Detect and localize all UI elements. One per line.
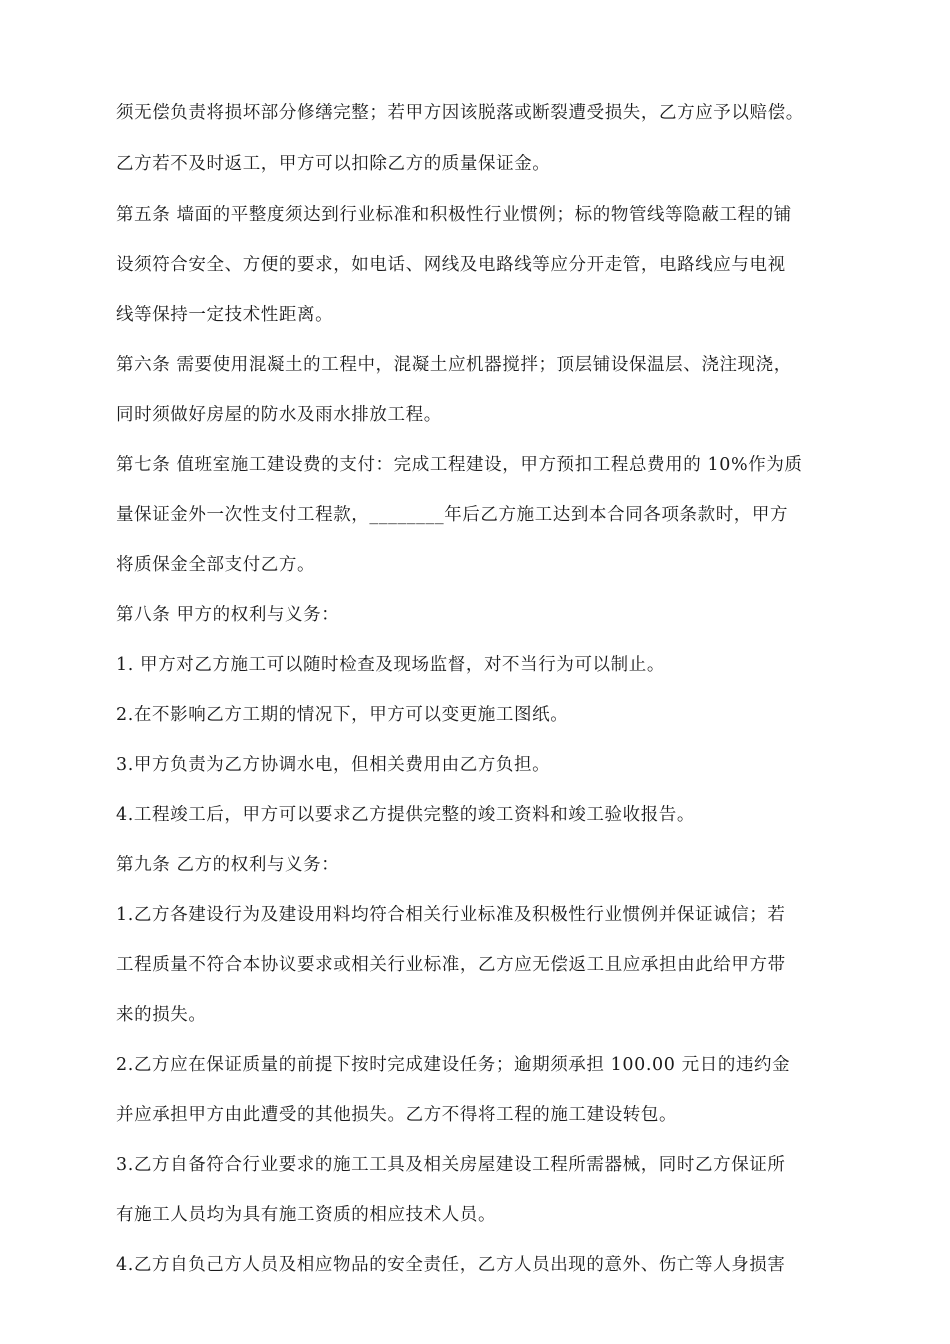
body-line: 乙方若不及时返工，甲方可以扣除乙方的质量保证金。: [116, 154, 551, 174]
body-line: 量保证金外一次性支付工程款，________年后乙方施工达到本合同各项条款时，甲方: [116, 505, 789, 525]
body-line: 来的损失。: [116, 1005, 207, 1025]
list-item: 4.工程竣工后，甲方可以要求乙方提供完整的竣工资料和竣工验收报告。: [116, 805, 695, 825]
article-9-heading: 第九条 乙方的权利与义务：: [116, 855, 340, 875]
body-line: 并应承担甲方由此遭受的其他损失。乙方不得将工程的施工建设转包。: [116, 1105, 678, 1125]
article-6-heading-line: 第六条 需要使用混凝土的工程中，混凝土应机器搅拌；顶层铺设保温层、浇注现浇，: [116, 355, 792, 375]
article-5-heading-line: 第五条 墙面的平整度须达到行业标准和积极性行业惯例；标的物管线等隐蔽工程的铺: [116, 205, 792, 225]
list-item: 3.甲方负责为乙方协调水电，但相关费用由乙方负担。: [116, 755, 551, 775]
list-item: 4.乙方自负己方人员及相应物品的安全责任，乙方人员出现的意外、伤亡等人身损害: [116, 1255, 786, 1275]
body-line: 将质保金全部支付乙方。: [116, 555, 316, 575]
body-line: 有施工人员均为具有施工资质的相应技术人员。: [116, 1205, 497, 1225]
article-7-heading-line: 第七条 值班室施工建设费的支付：完成工程建设，甲方预扣工程总费用的 10%作为质: [116, 455, 803, 475]
list-item: 2.在不影响乙方工期的情况下，甲方可以变更施工图纸。: [116, 705, 569, 725]
article-8-heading: 第八条 甲方的权利与义务：: [116, 605, 340, 625]
list-item: 1. 甲方对乙方施工可以随时检查及现场监督，对不当行为可以制止。: [116, 655, 665, 675]
body-line: 工程质量不符合本协议要求或相关行业标准，乙方应无偿返工且应承担由此给甲方带: [116, 955, 786, 975]
body-line: 同时须做好房屋的防水及雨水排放工程。: [116, 405, 442, 425]
list-item: 2.乙方应在保证质量的前提下按时完成建设任务；逾期须承担 100.00 元日的违约金: [116, 1055, 791, 1075]
list-item: 1.乙方各建设行为及建设用料均符合相关行业标准及积极性行业惯例并保证诚信；若: [116, 905, 786, 925]
body-line: 线等保持一定技术性距离。: [116, 305, 334, 325]
body-line: 设须符合安全、方便的要求，如电话、网线及电路线等应分开走管，电路线应与电视: [116, 255, 786, 275]
list-item: 3.乙方自备符合行业要求的施工工具及相关房屋建设工程所需器械，同时乙方保证所: [116, 1155, 786, 1175]
body-line: 须无偿负责将损坏部分修缮完整；若甲方因该脱落或断裂遭受损失，乙方应予以赔偿。: [116, 103, 804, 123]
